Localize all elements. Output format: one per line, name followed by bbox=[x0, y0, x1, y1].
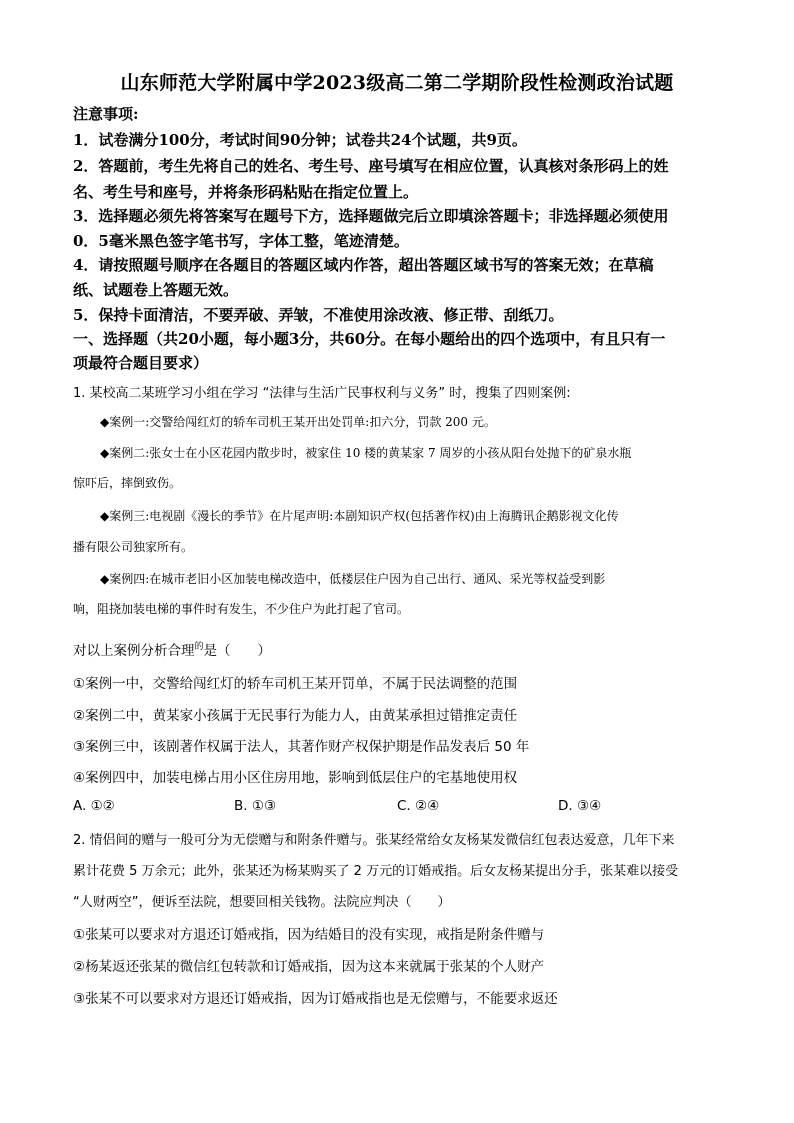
q2-stem-line: 2. 情侣间的赠与一般可分为无偿赠与和附条件赠与。张某经常给女友杨某发微信红包表达爱意，几年下来 bbox=[73, 833, 675, 848]
q2-statement-2: ②杨某返还张某的微信红包转款和订婚戒指，因为这本来就属于张某的个人财产 bbox=[73, 959, 545, 975]
q1-statement-3: ③案例三中，该剧著作权属于法人，其著作财产权保护期是作品发表后 50 年 bbox=[73, 739, 530, 755]
case-two-cont: 惊吓后，摔倒致伤。 bbox=[73, 476, 182, 490]
q1-statement-4: ④案例四中，加装电梯占用小区住房用地，影响到低层住户的宅基地使用权 bbox=[73, 770, 518, 786]
q1-question-sup: 的 bbox=[194, 642, 204, 652]
q1-option-a: A. ①② bbox=[73, 798, 115, 814]
case-four-cont: 响，阻挠加装电梯的事件时有发生，不少住户为此打起了官司。 bbox=[73, 602, 410, 616]
notice-item: 1．试卷满分100分，考试时间90分钟；试卷共24个试题，共9页。 bbox=[73, 131, 527, 149]
case-two: ◆案例二:张女士在小区花园内散步时，被家住 10 楼的黄某家 7 周岁的小孩从阳台处抛下的矿泉水瓶 bbox=[100, 446, 632, 460]
q1-option-b: B. ①③ bbox=[234, 798, 277, 814]
section-heading-cont: 项最符合题目要求） bbox=[73, 354, 209, 372]
case-three-cont: 播有限公司独家所有。 bbox=[73, 540, 194, 554]
exam-title: 山东师范大学附属中学2023级高二第二学期阶段性检测政治试题 bbox=[120, 72, 674, 94]
q1-question-end: 是（ ） bbox=[203, 643, 272, 659]
notice-item: 5．保持卡面清洁，不要弄破、弄皱，不准使用涂改液、修正带、刮纸刀。 bbox=[73, 306, 564, 324]
notice-heading: 注意事项: bbox=[73, 105, 139, 123]
q1-option-d: D. ③④ bbox=[558, 798, 602, 814]
case-three: ◆案例三:电视剧《漫长的季节》在片尾声明:本剧知识产权(包括著作权)由上海腾讯企鹅影视文化传 bbox=[100, 509, 619, 523]
q1-stem: 1. 某校高二某班学习小组在学习 “法律与生活广民事权利与义务” 时，搜集了四则案例: bbox=[73, 386, 571, 401]
notice-item: 2．答题前，考生先将自己的姓名、考生号、座号填写在相应位置，认真核对条形码上的姓 bbox=[73, 157, 669, 175]
notice-item: 纸、试题卷上答题无效。 bbox=[73, 281, 239, 299]
q2-statement-1: ①张某可以要求对方退还订婚戒指，因为结婚目的没有实现，戒指是附条件赠与 bbox=[73, 927, 545, 943]
q1-question-main: 对以上案例分析合理 bbox=[73, 643, 195, 659]
q1-statement-1: ①案例一中，交警给闯红灯的轿车司机王某开罚单，不属于民法调整的范围 bbox=[73, 676, 518, 692]
section-heading: 一、选择题（共20小题，每小题3分，共60分。在每小题给出的四个选项中，有且只有一 bbox=[73, 330, 666, 348]
q1-option-c: C. ②④ bbox=[397, 798, 440, 814]
q1-statement-2: ②案例二中，黄某家小孩属于无民事行为能力人，由黄某承担过错推定责任 bbox=[73, 708, 518, 724]
notice-item: 4．请按照题号顺序在各题目的答题区域内作答，超出答题区域书写的答案无效；在草稿 bbox=[73, 256, 654, 274]
notice-item: 3．选择题必须先将答案写在题号下方，选择题做完后立即填涂答题卡；非选择题必须使用 bbox=[73, 207, 669, 225]
q2-stem-line: 累计花费 5 万余元；此外，张某还为杨某购买了 2 万元的订婚戒指。后女友杨某提出分手，张某难以接受 bbox=[73, 864, 679, 879]
notice-item: 0．5毫米黑色签字笔书写，字体工整，笔迹清楚。 bbox=[73, 232, 409, 250]
case-one: ◆案例一:交警给闯红灯的轿车司机王某开出处罚单:扣六分，罚款 200 元。 bbox=[100, 415, 496, 429]
case-four: ◆案例四:在城市老旧小区加装电梯改造中，低楼层住户因为自己出行、通风、采光等权益受到影 bbox=[100, 572, 606, 586]
q2-stem-line: “人财两空”，便诉至法院，想要回相关钱物。法院应判决（ ） bbox=[73, 895, 451, 910]
notice-item: 名、考生号和座号，并将条形码粘贴在指定位置上。 bbox=[73, 183, 419, 201]
q2-statement-3: ③张某不可以要求对方退还订婚戒指，因为订婚戒指也是无偿赠与，不能要求返还 bbox=[73, 991, 558, 1007]
q1-question bbox=[73, 639, 271, 659]
